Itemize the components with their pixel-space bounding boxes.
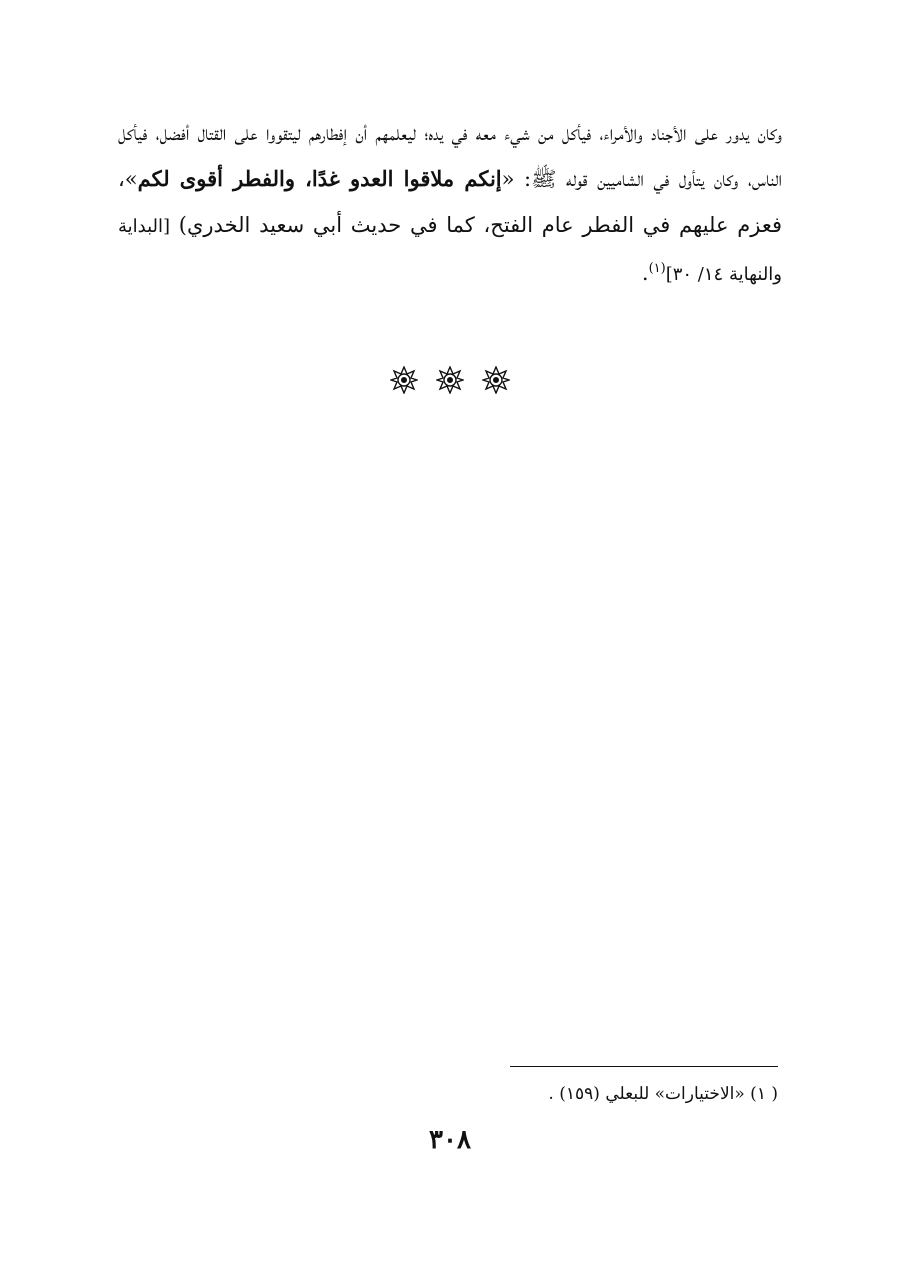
paragraph-text-part1: وكان يدور على الأجناد والأمراء، فيأكل من شيء معه في يده؛ ليعلمهم أن إفطارهم ليتقووا على القتال أفضل، فيأكل الناس، وكان يتأول في الشاميين قوله ﷺ: « <box>118 121 782 191</box>
footnote-marker: (١) <box>648 261 666 276</box>
paragraph-end: . <box>641 261 649 285</box>
footnote-separator <box>510 1066 778 1067</box>
star-ornament-icon <box>482 366 510 394</box>
star-ornament-icon <box>436 366 464 394</box>
footnote: ( ١) «الاختيارات» للبعلي (١٥٩) . <box>548 1084 778 1104</box>
source-reference: [البداية والنهاية ١٤/ ٣٠] <box>118 216 782 285</box>
page-number: ٣٠٨ <box>429 1125 471 1155</box>
star-ornament-icon <box>390 366 418 394</box>
hadith-quote: إنكم ملاقوا العدو غدًا، والفطر أقوى لكم <box>137 166 502 191</box>
main-paragraph <box>118 110 782 298</box>
section-divider-ornaments <box>390 366 510 394</box>
paragraph-text-part2: »، فعزم عليهم في الفطر عام الفتح، كما في حديث أبي سعيد الخدري) <box>118 167 782 237</box>
